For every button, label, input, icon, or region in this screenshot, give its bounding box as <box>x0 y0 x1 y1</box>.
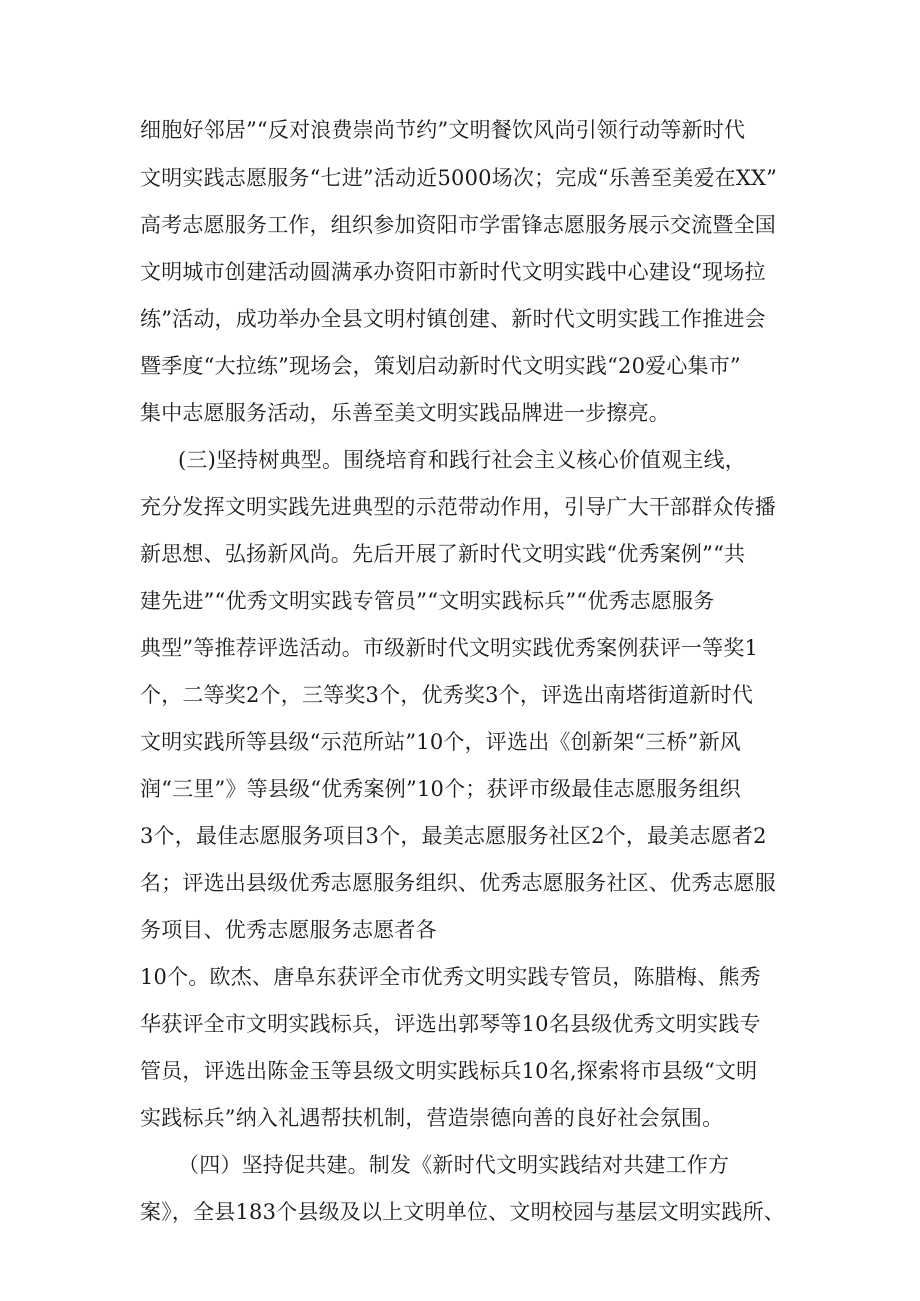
text-line: 案》，全县183个县级及以上文明单位、文明校园与基层文明实践所、 <box>140 1200 785 1224</box>
text-line: 充分发挥文明实践先进典型的示范带动作用，引导广大干部群众传播 <box>140 495 776 519</box>
text-line: 新思想、弘扬新风尚。先后开展了新时代文明实践“优秀案例”“共 <box>140 542 746 566</box>
text-line: 实践标兵”纳入礼遇帮扶机制，营造崇德向善的良好社会氛围。 <box>140 1106 724 1130</box>
text-line: 华获评全市文明实践标兵，评选出郭琴等10名县级优秀文明实践专 <box>140 1012 761 1036</box>
text-line: 典型”等推荐评选活动。市级新时代文明实践优秀案例获评一等奖1 <box>140 636 759 660</box>
text-line: 文明实践志愿服务“七进”活动近5000场次；完成“乐善至美爱在XX” <box>140 166 778 190</box>
text-line: 细胞好邻居”“反对浪费崇尚节约”文明餐饮风尚引领行动等新时代 <box>140 118 746 142</box>
text-line: 集中志愿服务活动，乐善至美文明实践品牌进一步擦亮。 <box>140 401 670 425</box>
section-heading-line: (三)坚持树典型。围绕培育和践行社会主义核心价值观主线， <box>178 448 746 472</box>
text-line: 文明城市创建活动圆满承办资阳市新时代文明实践中心建设“现场拉 <box>140 260 766 284</box>
text-line: 高考志愿服务工作，组织参加资阳市学雷锋志愿服务展示交流暨全国 <box>140 213 776 237</box>
text-line: 润“三里”》等县级“优秀案例”10个；获评市级最佳志愿服务组织 <box>140 777 741 801</box>
section-heading-line: （四）坚持促共建。制发《新时代文明实践结对共建工作方 <box>178 1153 730 1177</box>
text-line: 名；评选出县级优秀志愿服务组织、优秀志愿服务社区、优秀志愿服 <box>140 871 776 895</box>
text-line: 管员，评选出陈金玉等县级文明实践标兵10名,探索将市县级“文明 <box>140 1059 758 1083</box>
text-line: 10个。欧杰、唐阜东获评全市优秀文明实践专管员，陈腊梅、熊秀 <box>140 965 761 989</box>
text-line: 练”活动，成功举办全县文明村镇创建、新时代文明实践工作推进会 <box>140 307 766 331</box>
text-line: 暨季度“大拉练”现场会，策划启动新时代文明实践“20爱心集市” <box>140 354 741 378</box>
text-line: 文明实践所等县级“示范所站”10个，评选出《创新架“三桥”新风 <box>140 730 741 754</box>
text-line: 务项目、优秀志愿服务志愿者各 <box>140 918 437 942</box>
text-line: 个，二等奖2个，三等奖3个，优秀奖3个，评选出南塔街道新时代 <box>140 683 754 707</box>
text-line: 建先进”“优秀文明实践专管员”“文明实践标兵”“优秀志愿服务 <box>140 589 715 613</box>
text-line: 3个，最佳志愿服务项目3个，最美志愿服务社区2个，最美志愿者2 <box>140 824 767 848</box>
